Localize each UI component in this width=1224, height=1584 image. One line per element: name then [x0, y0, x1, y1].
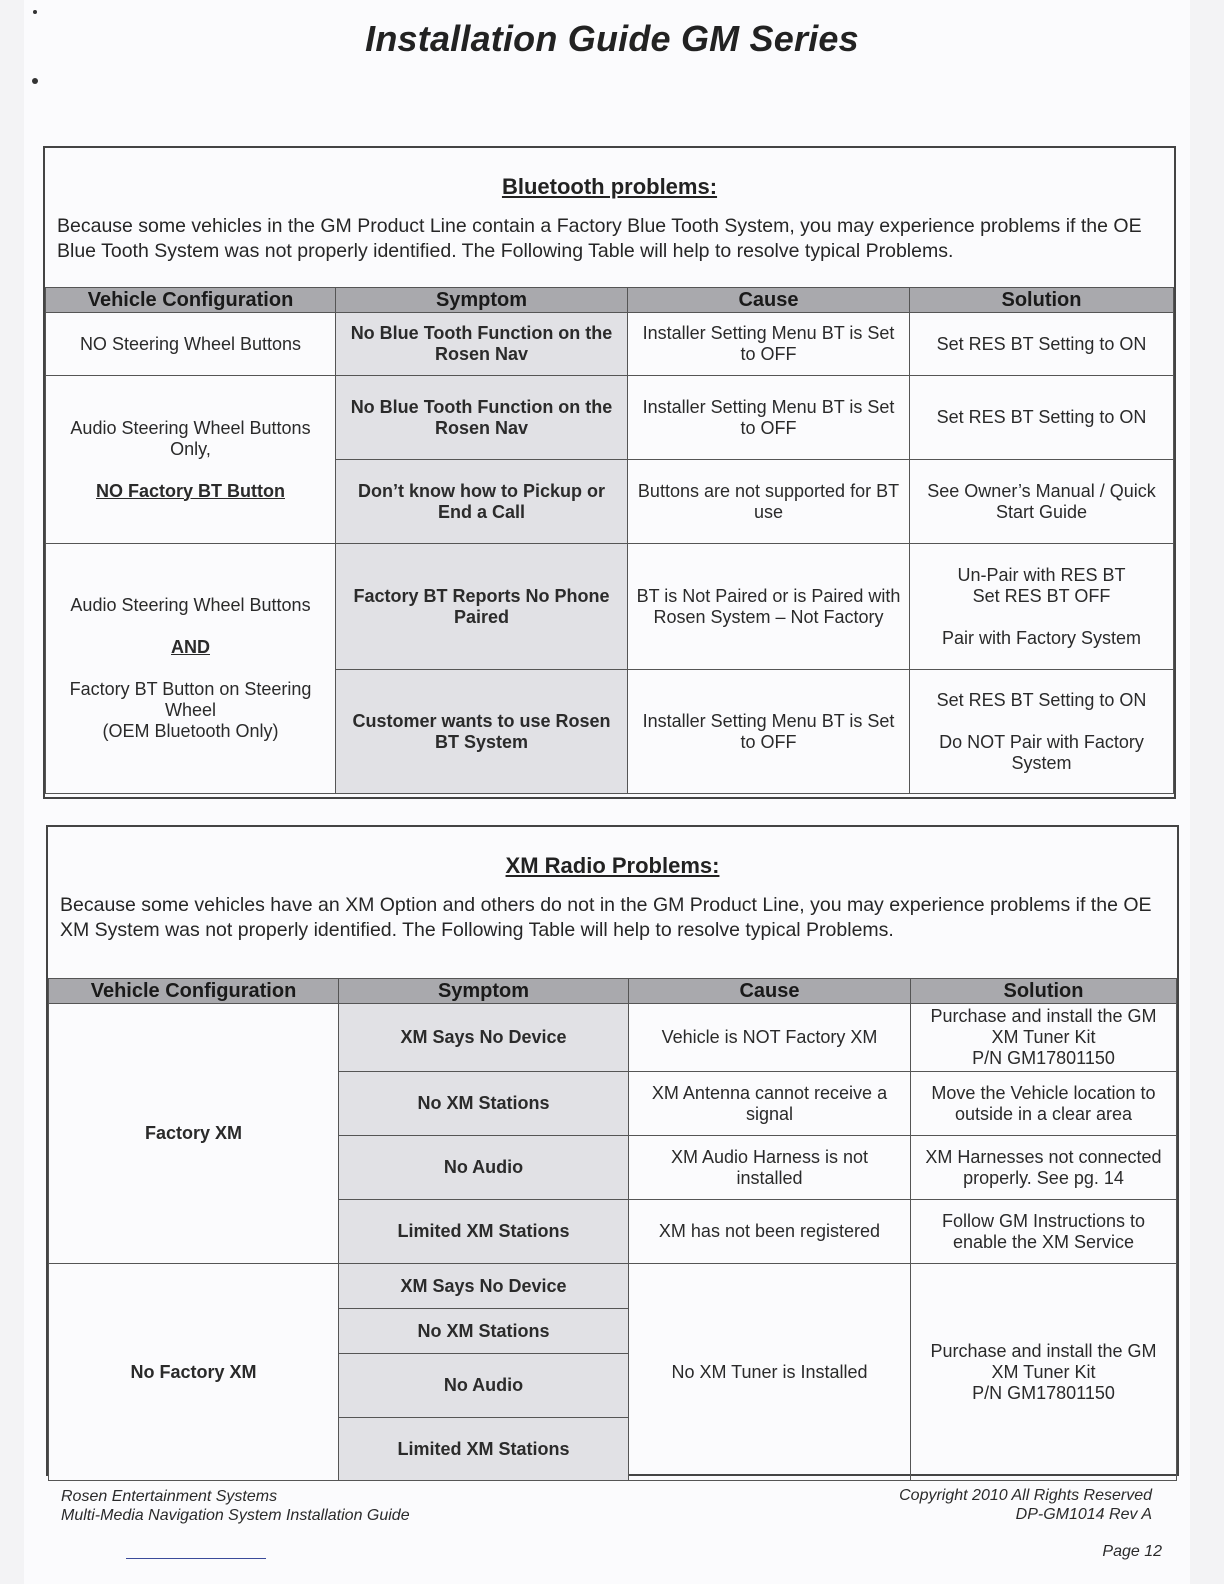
- cause-cell: Installer Setting Menu BT is Set to OFF: [628, 670, 910, 794]
- bluetooth-heading: Bluetooth problems:: [501, 174, 718, 199]
- config-cell: NO Steering Wheel Buttons: [46, 313, 336, 376]
- footer-divider: [126, 1558, 266, 1559]
- symptom-cell: No XM Stations: [339, 1309, 629, 1354]
- solution-line: Purchase and install the GM XM Tuner Kit: [930, 1340, 1157, 1382]
- header-solution: Solution: [911, 979, 1177, 1004]
- table-row: [46, 544, 1174, 670]
- symptom-cell: XM Says No Device: [339, 1004, 629, 1072]
- config-cell: [46, 544, 336, 794]
- table-row: [49, 1264, 1177, 1309]
- solution-line: Pair with Factory System: [941, 627, 1142, 648]
- config-cell: [46, 376, 336, 544]
- config-note: (OEM Bluetooth Only): [102, 721, 279, 741]
- footer-guide-name: Multi-Media Navigation System Installation Guide: [61, 1507, 410, 1524]
- solution-cell: [910, 670, 1174, 794]
- solution-cell: See Owner’s Manual / Quick Start Guide: [910, 460, 1174, 544]
- document-title: Installation Guide GM Series: [365, 18, 859, 59]
- table-header-row: [46, 288, 1174, 313]
- config-cell: Factory XM: [49, 1004, 339, 1264]
- symptom-cell: No XM Stations: [339, 1072, 629, 1136]
- config-emphasis: AND: [171, 637, 210, 657]
- symptom-cell: Limited XM Stations: [339, 1200, 629, 1264]
- solution-cell: [910, 544, 1174, 670]
- symptom-cell: Customer wants to use Rosen BT System: [336, 670, 628, 794]
- solution-line: Set RES BT Setting to ON: [936, 689, 1147, 710]
- header-solution: Solution: [910, 288, 1174, 313]
- header-cause: Cause: [628, 288, 910, 313]
- xm-intro: Because some vehicles have an XM Option and others do not in the GM Product Line, you may experience problems if the OE XM System was not properly identified. The Following Table will help to resolve typical Problems.: [60, 894, 1152, 941]
- scan-mark: [32, 78, 38, 84]
- cause-cell: BT is Not Paired or is Paired with Rosen System – Not Factory: [628, 544, 910, 670]
- part-number: P/N GM17801150: [972, 1048, 1115, 1068]
- xm-section: [46, 825, 1179, 1476]
- symptom-cell: No Blue Tooth Function on the Rosen Nav: [336, 376, 628, 460]
- config-text: Audio Steering Wheel Buttons Only,: [70, 417, 311, 459]
- config-text: Audio Steering Wheel Buttons: [70, 595, 311, 615]
- cause-cell: XM has not been registered: [629, 1200, 911, 1264]
- symptom-cell: Factory BT Reports No Phone Paired: [336, 544, 628, 670]
- page-number: Page 12: [1102, 1543, 1162, 1560]
- bluetooth-table: [45, 287, 1174, 794]
- cause-cell: Buttons are not supported for BT use: [628, 460, 910, 544]
- header-symptom: Symptom: [336, 288, 628, 313]
- scan-mark: [33, 10, 37, 14]
- xm-table: [48, 978, 1177, 1481]
- solution-cell: [911, 1264, 1177, 1481]
- solution-line: Do NOT Pair with Factory System: [939, 731, 1144, 773]
- symptom-cell: XM Says No Device: [339, 1264, 629, 1309]
- header-cause: Cause: [629, 979, 911, 1004]
- table-row: [49, 1004, 1177, 1072]
- footer-right: [899, 1486, 1152, 1524]
- header-vehicle-configuration: Vehicle Configuration: [46, 288, 336, 313]
- solution-line: Purchase and install the GM XM Tuner Kit: [930, 1006, 1157, 1047]
- solution-cell: Set RES BT Setting to ON: [910, 313, 1174, 376]
- table-row: [46, 376, 1174, 460]
- solution-cell: Follow GM Instructions to enable the XM Service: [911, 1200, 1177, 1264]
- footer-copyright: Copyright 2010 All Rights Reserved: [899, 1487, 1152, 1504]
- solution-line: Set RES BT OFF: [972, 585, 1111, 606]
- header-symptom: Symptom: [339, 979, 629, 1004]
- footer-left: [61, 1487, 410, 1525]
- solution-cell: Set RES BT Setting to ON: [910, 376, 1174, 460]
- cause-cell: XM Antenna cannot receive a signal: [629, 1072, 911, 1136]
- symptom-cell: No Blue Tooth Function on the Rosen Nav: [336, 313, 628, 376]
- header-vehicle-configuration: Vehicle Configuration: [49, 979, 339, 1004]
- cause-cell: Installer Setting Menu BT is Set to OFF: [628, 313, 910, 376]
- solution-cell: [911, 1004, 1177, 1072]
- cause-cell: Vehicle is NOT Factory XM: [629, 1004, 911, 1072]
- solution-cell: Move the Vehicle location to outside in a clear area: [911, 1072, 1177, 1136]
- table-header-row: [49, 979, 1177, 1004]
- cause-cell: XM Audio Harness is not installed: [629, 1136, 911, 1200]
- config-cell: No Factory XM: [49, 1264, 339, 1481]
- symptom-cell: No Audio: [339, 1136, 629, 1200]
- config-text: Factory BT Button on Steering Wheel: [69, 679, 312, 720]
- footer-doc-number: DP-GM1014 Rev A: [1015, 1506, 1152, 1523]
- cause-cell: No XM Tuner is Installed: [629, 1264, 911, 1481]
- bluetooth-section: [43, 146, 1176, 799]
- config-emphasis: NO Factory BT Button: [96, 480, 285, 501]
- symptom-cell: Don’t know how to Pickup or End a Call: [336, 460, 628, 544]
- xm-heading: XM Radio Problems:: [505, 853, 720, 878]
- bluetooth-intro: Because some vehicles in the GM Product Line contain a Factory Blue Tooth System, you may experience problems if the OE Blue Tooth System was not properly identified. The Following Table will help to resolve typical Problems.: [57, 215, 1142, 262]
- part-number: P/N GM17801150: [972, 1382, 1115, 1403]
- solution-line: Un-Pair with RES BT: [957, 564, 1126, 585]
- footer-company: Rosen Entertainment Systems: [61, 1488, 278, 1505]
- symptom-cell: Limited XM Stations: [339, 1418, 629, 1481]
- symptom-cell: No Audio: [339, 1354, 629, 1418]
- table-row: [46, 313, 1174, 376]
- cause-cell: Installer Setting Menu BT is Set to OFF: [628, 376, 910, 460]
- solution-cell: XM Harnesses not connected properly. See pg. 14: [911, 1136, 1177, 1200]
